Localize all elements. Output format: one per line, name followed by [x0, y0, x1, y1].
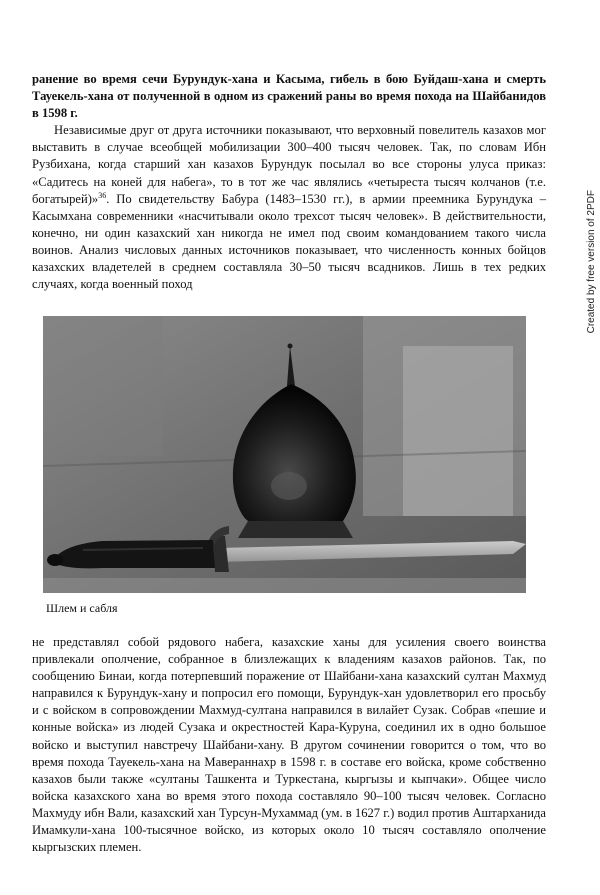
paragraph-2-tail: . По свидетельству Бабура (1483–1530 гг.), в армии преемника Бурундука – Касымхана современники «насчитывали около трехсот тысяч человек». В действительности, конечно, ни один казахский хан никогда не имел под своим командованием такого числа воинов. Анализ числовых данных источников показывает, что численность конных бойцов казахских владетелей в среднем составляла 30–50 тысяч всадников. Лишь в тех редких случаях, когда военный поход — [32, 191, 546, 292]
photo-illustration — [43, 316, 526, 593]
paragraph-2 — [32, 122, 546, 293]
paragraph-2-text: Независимые друг от друга источники показывают, что верховный повелитель казахов мог выставить в случае всеобщей мобилизации 300–400 тысяч человек. Так, по словам Ибн Рузбихана, когда старший хан казахов Бурундук посылал во все стороны улуса приказ: «Садитесь на коней для набега», то в тот же час являлись «четыреста тысяч колчанов (т.е. богатырей)» — [32, 123, 546, 206]
paragraph-1: ранение во время сечи Бурундук-хана и Касыма, гибель в бою Буйдаш-хана и смерть Тауекель-хана от полученной в одном из сражений раны во время похода на Шайбанидов в 1598 г. — [32, 72, 546, 121]
figure-caption: Шлем и сабля — [46, 601, 118, 615]
side-credit-watermark: Created by free version of 2PDF — [586, 190, 597, 334]
top-text-block — [32, 71, 546, 293]
helmet-and-saber-photo — [43, 316, 526, 593]
footnote-ref: 36 — [98, 190, 107, 200]
paragraph-3: не представлял собой рядового набега, казахские ханы для усиления своего воинства привлекали ополчение, собранное в близлежащих к владениям казахов районов. Так, по сообщению Бинаи, когда потерпевший поражение от Шайбани-хана казахский султан Махмуд направился к Бурундук-хану и попросил его помощи, Бурундук-хан удовлетворил его просьбу и с войском в сопровождении Махмуд-султана направился в вилайет Сузак. Собрав «пешие и конные войска» из людей Сузака и окрестностей Кара-Куруна, соединил их в одно большое войско и выступил навстречу Шайбани-хану. В другом сочинении говорится о том, что во время похода Тауекель-хана на Мавераннахр в 1598 г. в составе его войска, кроме собственно казахов были также «султаны Ташкента и Туркестана, кыргызы и кыпчаки». Общее число войска казахского хана во время этого похода составляло 90–100 тысяч человек. Согласно Махмуду ибн Вали, казахский хан Турсун-Мухаммад (ум. в 1627 г.) водил против Аштарханида Имамкули-хана 100-тысячное войско, из которых около 10 тысяч составляло ополчение кыргызских племен. — [32, 635, 546, 855]
bottom-text-block — [32, 634, 546, 856]
